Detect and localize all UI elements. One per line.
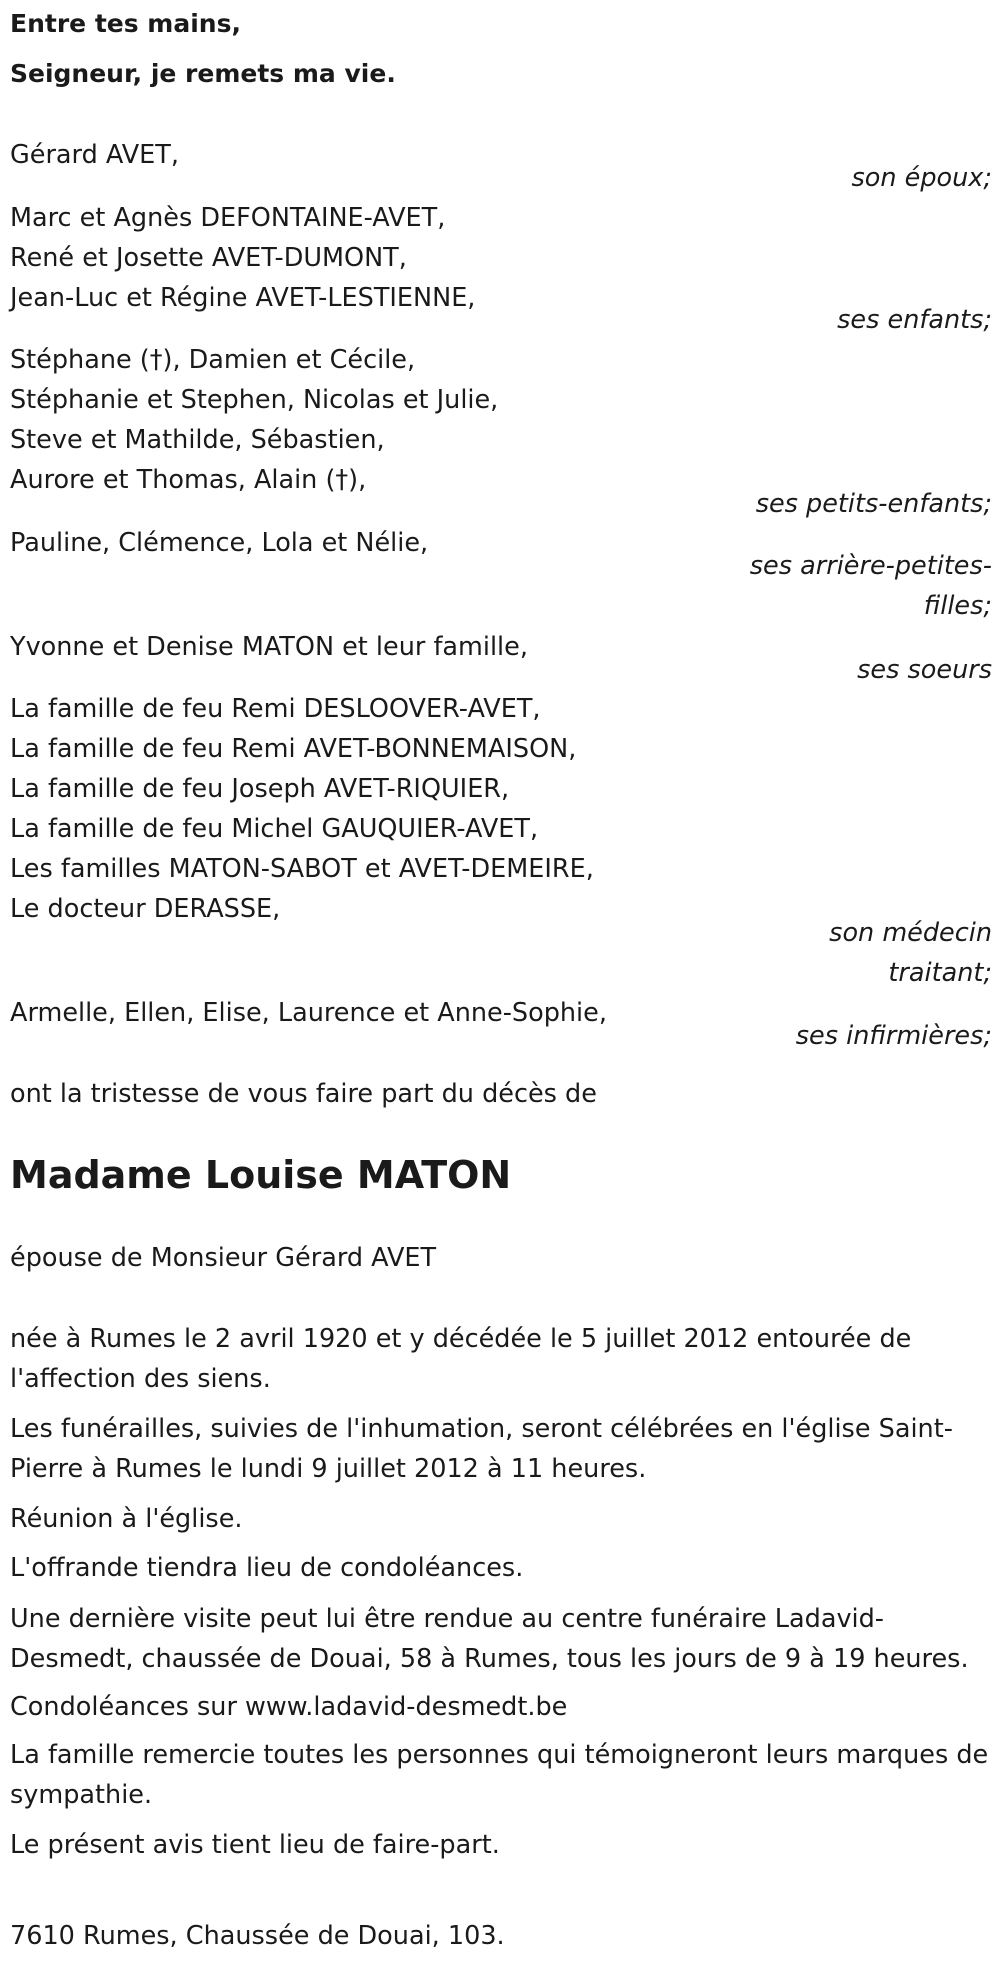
family-line: Marc et Agnès DEFONTAINE-AVET,: [10, 203, 446, 233]
announcement-text: ont la tristesse de vous faire part du décès de: [10, 1079, 597, 1109]
relation-label: ses petits-enfants;: [755, 489, 992, 519]
family-line: Jean-Luc et Régine AVET-LESTIENNE,: [10, 283, 476, 313]
paragraph-birth-death: née à Rumes le 2 avril 1920 et y décédée le 5 juillet 2012 entourée de l'affection des siens.: [10, 1324, 912, 1394]
motto-line-2: Seigneur, je remets ma vie.: [10, 59, 396, 88]
family-line: Steve et Mathilde, Sébastien,: [10, 425, 385, 455]
spouse-line: épouse de Monsieur Gérard AVET: [10, 1243, 437, 1273]
relation-label: ses soeurs: [857, 655, 992, 685]
family-line: Aurore et Thomas, Alain (†),: [10, 465, 367, 495]
paragraph-funeral: Les funérailles, suivies de l'inhumation, seront célébrées en l'église Saint-Pierre à Rumes le lundi 9 juillet 2012 à 11 heures.: [10, 1414, 953, 1484]
relation-label: ses enfants;: [837, 305, 992, 335]
family-line: Stéphanie et Stephen, Nicolas et Julie,: [10, 385, 499, 415]
family-line: La famille de feu Michel GAUQUIER-AVET,: [10, 814, 539, 844]
paragraph-thanks: La famille remercie toutes les personnes qui témoigneront leurs marques de sympathie.: [10, 1740, 989, 1810]
paragraph-reunion: Réunion à l'église.: [10, 1504, 243, 1534]
family-line: Stéphane (†), Damien et Cécile,: [10, 345, 416, 375]
relation-label: son médecin traitant;: [829, 918, 992, 988]
family-line: Les familles MATON-SABOT et AVET-DEMEIRE,: [10, 854, 594, 884]
family-line: La famille de feu Remi DESLOOVER-AVET,: [10, 694, 541, 724]
deceased-name: Madame Louise MATON: [10, 1153, 512, 1197]
family-line: Gérard AVET,: [10, 140, 179, 170]
family-line: Pauline, Clémence, Lola et Nélie,: [10, 528, 429, 558]
paragraph-notice: Le présent avis tient lieu de faire-part.: [10, 1830, 500, 1860]
family-line: La famille de feu Remi AVET-BONNEMAISON,: [10, 734, 577, 764]
family-line: Armelle, Ellen, Elise, Laurence et Anne-Sophie,: [10, 998, 607, 1028]
family-line: René et Josette AVET-DUMONT,: [10, 243, 407, 273]
relation-label: son époux;: [851, 163, 992, 193]
family-line: Yvonne et Denise MATON et leur famille,: [10, 632, 528, 662]
family-line: La famille de feu Joseph AVET-RIQUIER,: [10, 774, 510, 804]
paragraph-offering: L'offrande tiendra lieu de condoléances.: [10, 1553, 524, 1583]
paragraph-condolences: Condoléances sur www.ladavid-desmedt.be: [10, 1692, 568, 1722]
relation-label: ses arrière-petites-filles;: [749, 551, 992, 621]
motto-line-1: Entre tes mains,: [10, 9, 241, 38]
paragraph-visit: Une dernière visite peut lui être rendue au centre funéraire Ladavid-Desmedt, chaussée de Douai, 58 à Rumes, tous les jours de 9 à 19 heures.: [10, 1604, 969, 1674]
family-line: Le docteur DERASSE,: [10, 894, 281, 924]
address: 7610 Rumes, Chaussée de Douai, 103.: [10, 1921, 505, 1951]
relation-label: ses infirmières;: [795, 1021, 992, 1051]
